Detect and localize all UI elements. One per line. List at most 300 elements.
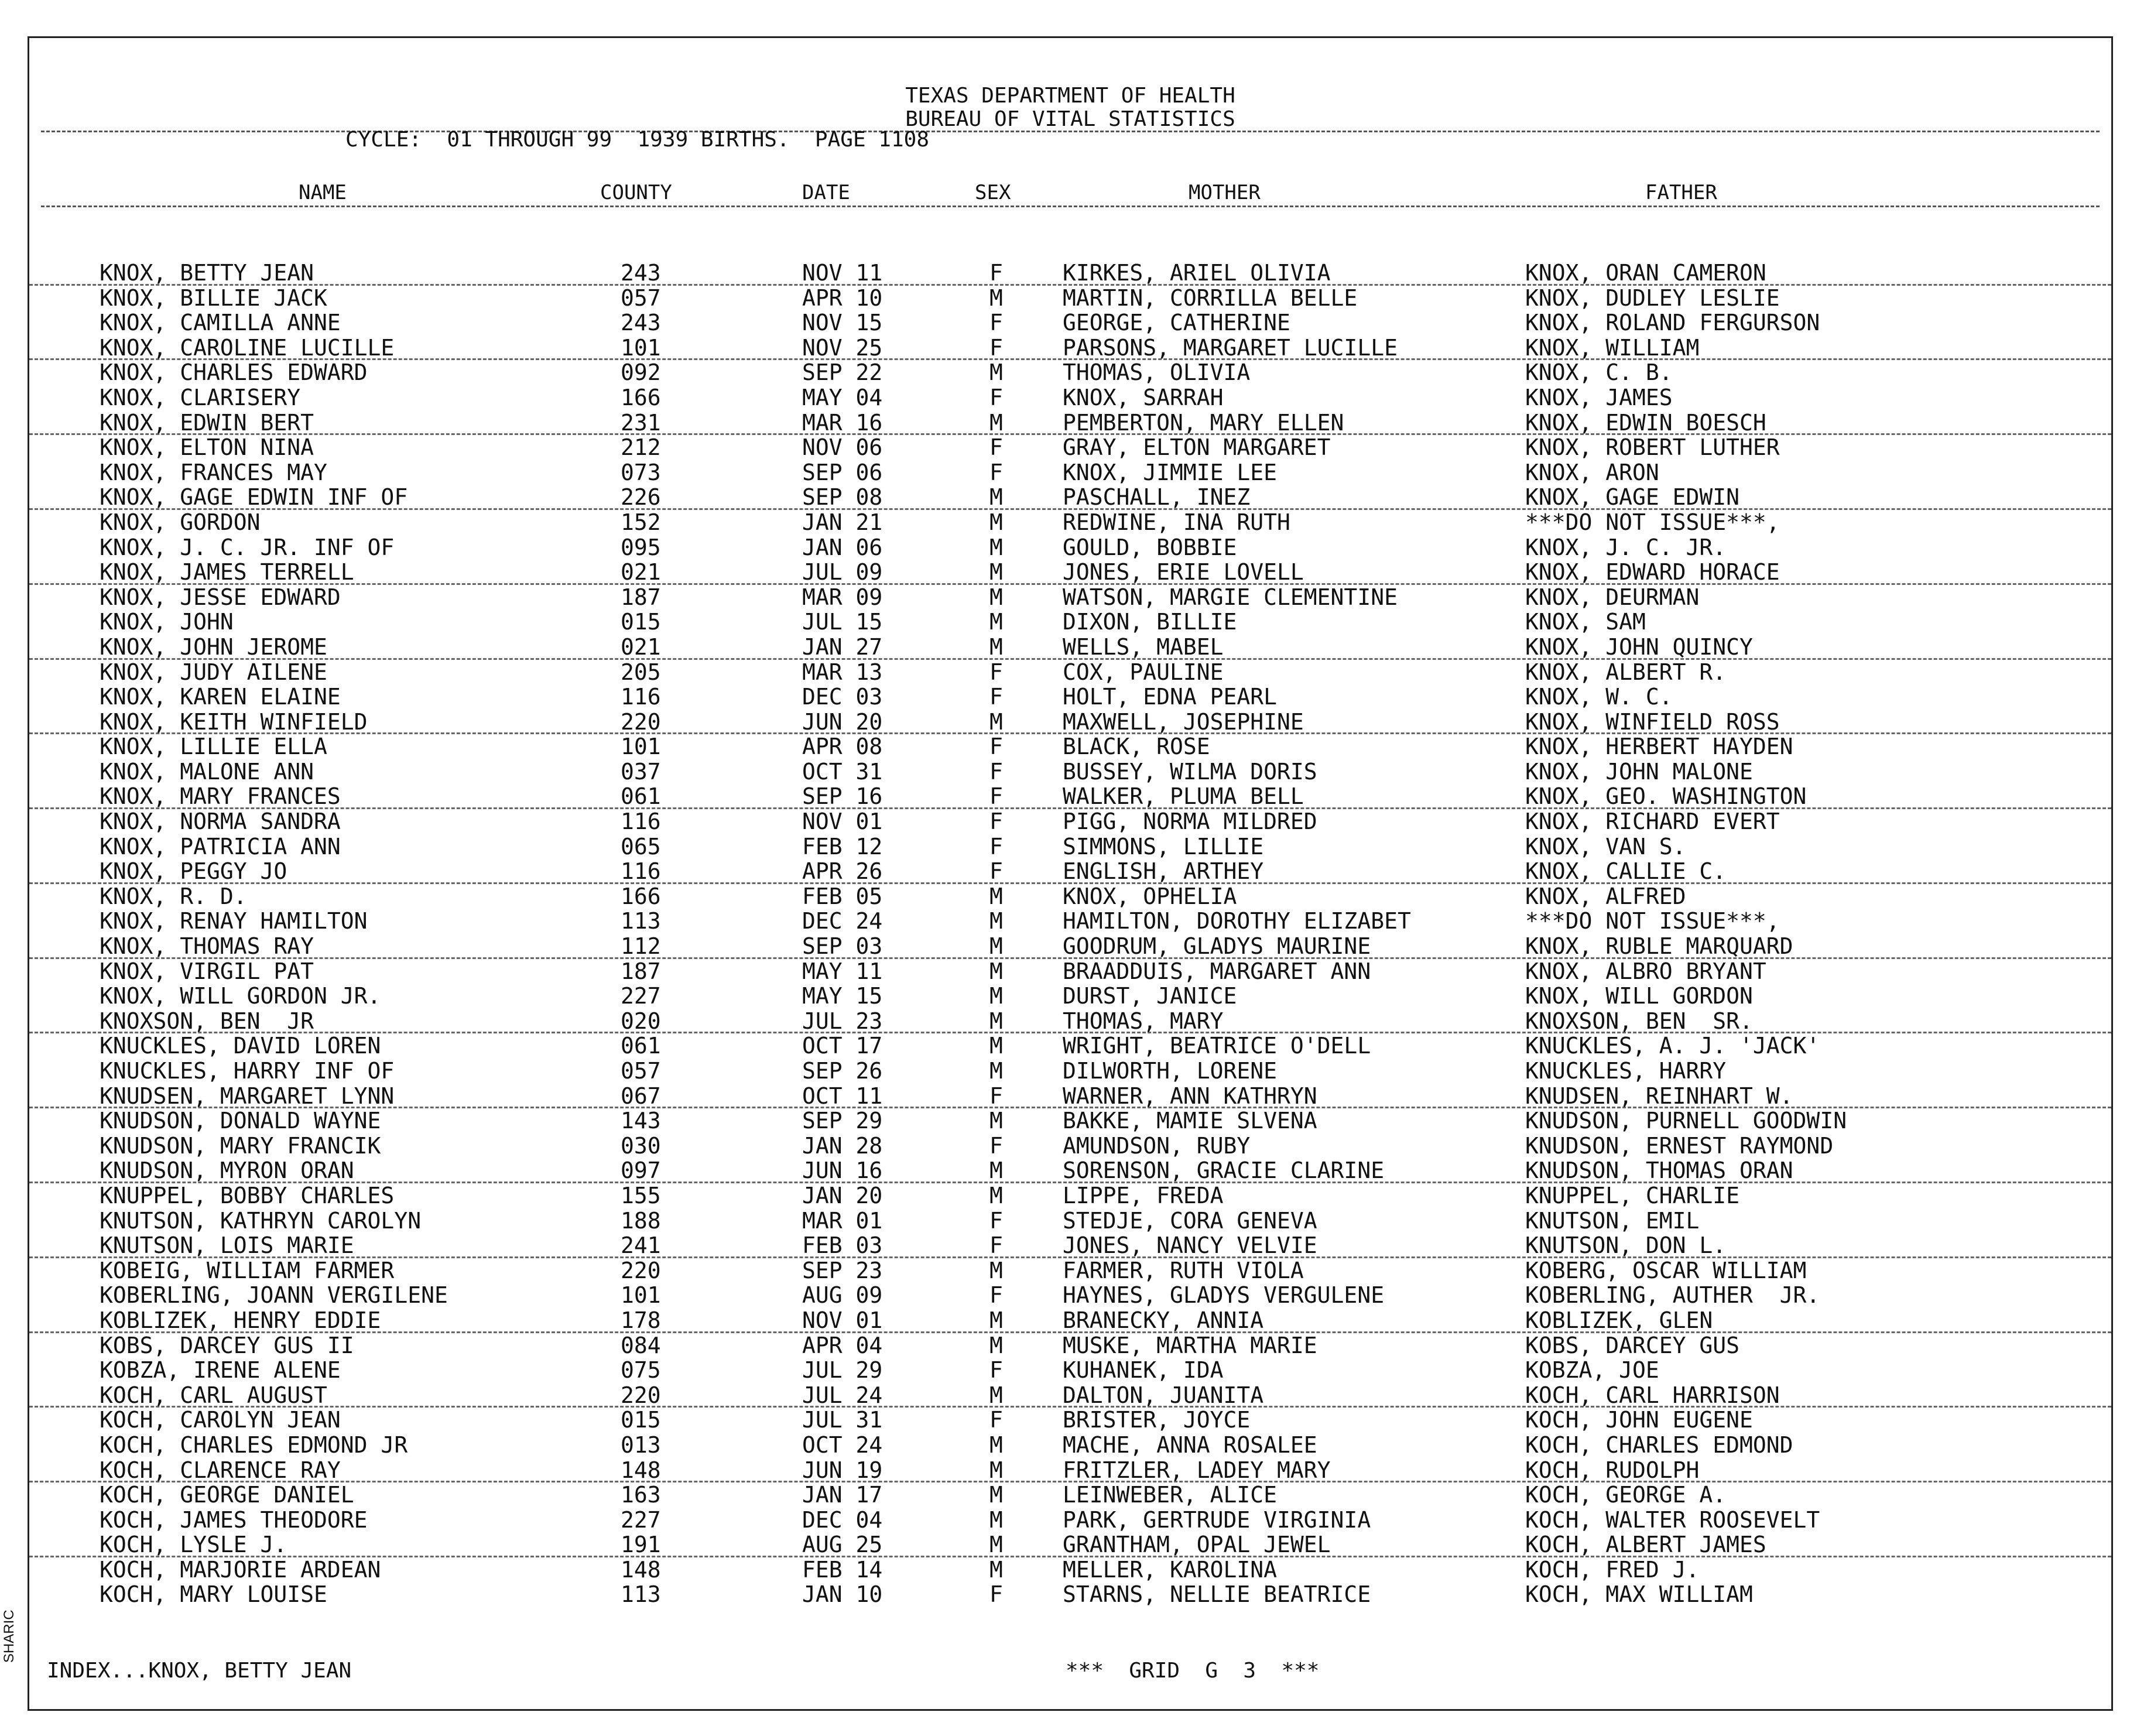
- cell-date: MAY 04: [802, 384, 883, 410]
- table-row: [29, 759, 2111, 785]
- cell-sex: M: [989, 1158, 1003, 1184]
- cell-sex: F: [989, 1581, 1003, 1608]
- cell-date: DEC 03: [802, 684, 883, 710]
- cell-county: 166: [621, 883, 661, 909]
- cell-father: KOBZA, JOE: [1525, 1357, 1659, 1384]
- table-row: [29, 310, 2111, 335]
- cell-mother: MAXWELL, JOSEPHINE: [1063, 708, 1304, 735]
- cell-name: KNOX, JAMES TERRELL: [100, 559, 354, 585]
- cell-name: KNOX, NORMA SANDRA: [100, 809, 341, 835]
- cell-date: FEB 03: [802, 1232, 883, 1259]
- cell-date: SEP 23: [802, 1257, 883, 1283]
- cell-date: SEP 29: [802, 1108, 883, 1134]
- cell-sex: F: [989, 434, 1003, 461]
- table-row: [29, 335, 2111, 361]
- cell-name: KNOX, THOMAS RAY: [100, 933, 314, 960]
- cell-father: KNOX, JAMES: [1525, 384, 1673, 410]
- cell-county: 243: [621, 260, 661, 286]
- table-row: [29, 1183, 2111, 1208]
- cell-county: 187: [621, 584, 661, 610]
- cell-father: KOBS, DARCEY GUS: [1525, 1332, 1740, 1358]
- cell-father: KNOX, W. C.: [1525, 684, 1673, 710]
- table-row: [29, 410, 2111, 436]
- cell-name: KOBEIG, WILLIAM FARMER: [100, 1257, 395, 1283]
- cell-father: KNOX, EDWARD HORACE: [1525, 559, 1780, 585]
- cell-sex: M: [989, 1506, 1003, 1533]
- cell-county: 067: [621, 1083, 661, 1109]
- cell-father: KNOX, C. B.: [1525, 359, 1673, 386]
- cell-sex: M: [989, 1257, 1003, 1283]
- cell-county: 020: [621, 1008, 661, 1034]
- cell-mother: KIRKES, ARIEL OLIVIA: [1063, 260, 1331, 286]
- table-row: [29, 834, 2111, 860]
- cell-father: KNOX, HERBERT HAYDEN: [1525, 734, 1793, 760]
- cell-date: JAN 27: [802, 634, 883, 660]
- cell-mother: PEMBERTON, MARY ELLEN: [1063, 409, 1344, 436]
- cell-sex: F: [989, 1132, 1003, 1159]
- col-father: FATHER: [1645, 181, 1717, 204]
- cell-mother: FRITZLER, LADEY MARY: [1063, 1457, 1331, 1483]
- cell-sex: M: [989, 1008, 1003, 1034]
- table-row: [29, 809, 2111, 834]
- cell-county: 231: [621, 409, 661, 436]
- cell-date: APR 10: [802, 285, 883, 311]
- cell-date: JUL 09: [802, 559, 883, 585]
- cell-mother: GRANTHAM, OPAL JEWEL: [1063, 1532, 1331, 1558]
- table-row: [29, 635, 2111, 660]
- cell-name: KNOX, CAMILLA ANNE: [100, 310, 341, 336]
- index-footer: INDEX...KNOX, BETTY JEAN: [47, 1659, 352, 1683]
- cell-mother: DALTON, JUANITA: [1063, 1382, 1264, 1408]
- cell-sex: M: [989, 534, 1003, 560]
- cell-county: 188: [621, 1207, 661, 1234]
- cell-mother: WARNER, ANN KATHRYN: [1063, 1083, 1317, 1109]
- cell-name: KNOX, MALONE ANN: [100, 758, 314, 785]
- cell-mother: WRIGHT, BEATRICE O'DELL: [1063, 1033, 1371, 1059]
- cell-father: KNOX, ROBERT LUTHER: [1525, 434, 1780, 461]
- table-row: [29, 1233, 2111, 1258]
- table-row: [29, 1458, 2111, 1483]
- cell-county: 113: [621, 908, 661, 934]
- cell-date: SEP 22: [802, 359, 883, 386]
- cell-date: AUG 25: [802, 1532, 883, 1558]
- cell-name: KNOX, PEGGY JO: [100, 858, 287, 885]
- cell-county: 226: [621, 484, 661, 511]
- cell-mother: JONES, NANCY VELVIE: [1063, 1232, 1317, 1259]
- cell-mother: COX, PAULINE: [1063, 659, 1224, 685]
- cell-date: JUL 29: [802, 1357, 883, 1384]
- cell-sex: M: [989, 1556, 1003, 1583]
- cell-sex: F: [989, 858, 1003, 885]
- cell-name: KNOX, WILL GORDON JR.: [100, 983, 381, 1009]
- table-row: [29, 1134, 2111, 1159]
- cell-father: KNOX, ALBERT R.: [1525, 659, 1727, 685]
- cell-father: KNOX, J. C. JR.: [1525, 534, 1727, 560]
- cell-county: 152: [621, 509, 661, 535]
- cell-date: JUN 16: [802, 1158, 883, 1184]
- cell-date: SEP 03: [802, 933, 883, 960]
- table-row: [29, 261, 2111, 286]
- table-row: [29, 1009, 2111, 1034]
- cell-father: KOBLIZEK, GLEN: [1525, 1307, 1713, 1333]
- side-label: SHARIC: [1, 1610, 17, 1663]
- cell-sex: M: [989, 559, 1003, 585]
- cell-mother: DURST, JANICE: [1063, 983, 1237, 1009]
- table-row: [29, 784, 2111, 809]
- cell-county: 021: [621, 559, 661, 585]
- cell-father: KNOX, WILL GORDON: [1525, 983, 1753, 1009]
- cell-father: KOBERLING, AUTHER JR.: [1525, 1282, 1820, 1309]
- cell-mother: WELLS, MABEL: [1063, 634, 1224, 660]
- cell-sex: F: [989, 459, 1003, 485]
- cell-county: 101: [621, 334, 661, 361]
- records-table: [29, 261, 2111, 1607]
- table-row: [29, 585, 2111, 610]
- cell-sex: M: [989, 1457, 1003, 1483]
- cell-sex: M: [989, 1182, 1003, 1208]
- cell-mother: HAMILTON, DOROTHY ELIZABET: [1063, 908, 1411, 934]
- cell-mother: MACHE, ANNA ROSALEE: [1063, 1432, 1317, 1458]
- table-row: [29, 460, 2111, 485]
- cell-father: KNOXSON, BEN SR.: [1525, 1008, 1753, 1034]
- table-row: [29, 1383, 2111, 1408]
- cell-date: JUL 23: [802, 1008, 883, 1034]
- cell-father: KNUCKLES, A. J. 'JACK': [1525, 1033, 1820, 1059]
- cell-mother: SIMMONS, LILLIE: [1063, 833, 1264, 860]
- cell-name: KNOX, MARY FRANCES: [100, 783, 341, 810]
- cell-mother: DIXON, BILLIE: [1063, 609, 1237, 635]
- cell-mother: GOODRUM, GLADYS MAURINE: [1063, 933, 1371, 960]
- cell-mother: GEORGE, CATHERINE: [1063, 310, 1290, 336]
- table-row: [29, 1258, 2111, 1283]
- cell-date: SEP 06: [802, 459, 883, 485]
- cell-sex: M: [989, 958, 1003, 984]
- cell-sex: M: [989, 933, 1003, 960]
- cell-date: FEB 12: [802, 833, 883, 860]
- cell-date: SEP 26: [802, 1058, 883, 1084]
- cell-mother: DILWORTH, LORENE: [1063, 1058, 1278, 1084]
- cell-sex: M: [989, 584, 1003, 610]
- department-title: TEXAS DEPARTMENT OF HEALTH: [905, 84, 1235, 108]
- cell-name: KNUDSON, MYRON ORAN: [100, 1158, 354, 1184]
- table-row: [29, 1158, 2111, 1183]
- cell-county: 065: [621, 833, 661, 860]
- col-date: DATE: [802, 181, 850, 204]
- cell-name: KNOX, ELTON NINA: [100, 434, 314, 461]
- cell-county: 101: [621, 734, 661, 760]
- table-row: [29, 684, 2111, 710]
- cell-county: 155: [621, 1182, 661, 1208]
- cell-sex: M: [989, 359, 1003, 386]
- cell-county: 084: [621, 1332, 661, 1358]
- cell-sex: M: [989, 1532, 1003, 1558]
- cell-father: KNUTSON, EMIL: [1525, 1207, 1700, 1234]
- table-row: [29, 959, 2111, 984]
- cell-sex: F: [989, 1407, 1003, 1433]
- cell-sex: F: [989, 260, 1003, 286]
- cell-name: KOBZA, IRENE ALENE: [100, 1357, 341, 1384]
- cell-county: 092: [621, 359, 661, 386]
- cell-date: JAN 21: [802, 509, 883, 535]
- cell-mother: THOMAS, MARY: [1063, 1008, 1224, 1034]
- cell-father: KOCH, CHARLES EDMOND: [1525, 1432, 1793, 1458]
- table-row: [29, 610, 2111, 635]
- table-row: [29, 510, 2111, 535]
- cell-mother: BUSSEY, WILMA DORIS: [1063, 758, 1317, 785]
- cell-sex: M: [989, 1108, 1003, 1134]
- cell-mother: WATSON, MARGIE CLEMENTINE: [1063, 584, 1398, 610]
- cell-father: KNOX, SAM: [1525, 609, 1646, 635]
- cell-mother: STEDJE, CORA GENEVA: [1063, 1207, 1317, 1234]
- cell-father: KNUDSON, THOMAS ORAN: [1525, 1158, 1793, 1184]
- cell-father: KNOX, DEURMAN: [1525, 584, 1700, 610]
- cell-name: KNOX, LILLIE ELLA: [100, 734, 327, 760]
- cell-county: 021: [621, 634, 661, 660]
- cell-father: KNOX, WILLIAM: [1525, 334, 1700, 361]
- cell-county: 116: [621, 684, 661, 710]
- cell-county: 178: [621, 1307, 661, 1333]
- bureau-title: BUREAU OF VITAL STATISTICS: [905, 107, 1235, 131]
- table-row: [29, 1557, 2111, 1583]
- cell-name: KNOX, CHARLES EDWARD: [100, 359, 368, 386]
- cell-date: JUL 31: [802, 1407, 883, 1433]
- cell-county: 112: [621, 933, 661, 960]
- cell-father: KNUDSON, ERNEST RAYMOND: [1525, 1132, 1834, 1159]
- cell-sex: F: [989, 1282, 1003, 1309]
- cell-date: JUL 15: [802, 609, 883, 635]
- cell-mother: KUHANEK, IDA: [1063, 1357, 1224, 1384]
- cell-mother: STARNS, NELLIE BEATRICE: [1063, 1581, 1371, 1608]
- cell-mother: FARMER, RUTH VIOLA: [1063, 1257, 1304, 1283]
- cell-county: 013: [621, 1432, 661, 1458]
- table-row: [29, 909, 2111, 934]
- cell-father: KNUCKLES, HARRY: [1525, 1058, 1727, 1084]
- cell-sex: M: [989, 1432, 1003, 1458]
- cell-name: KNOXSON, BEN JR: [100, 1008, 314, 1034]
- cell-name: KOBS, DARCEY GUS II: [100, 1332, 354, 1358]
- cell-father: KOBERG, OSCAR WILLIAM: [1525, 1257, 1807, 1283]
- cell-name: KNOX, KEITH WINFIELD: [100, 708, 368, 735]
- cell-name: KNOX, JESSE EDWARD: [100, 584, 341, 610]
- table-row: [29, 734, 2111, 759]
- cell-county: 148: [621, 1556, 661, 1583]
- col-mother: MOTHER: [1189, 181, 1261, 204]
- cell-date: MAR 01: [802, 1207, 883, 1234]
- cell-sex: M: [989, 1058, 1003, 1084]
- table-row: [29, 385, 2111, 410]
- cell-date: APR 08: [802, 734, 883, 760]
- cell-father: KNOX, ORAN CAMERON: [1525, 260, 1766, 286]
- table-row: [29, 560, 2111, 585]
- cell-sex: M: [989, 883, 1003, 909]
- cell-name: KNOX, CLARISERY: [100, 384, 301, 410]
- table-row: [29, 1308, 2111, 1333]
- cell-date: JUL 24: [802, 1382, 883, 1408]
- cell-mother: WALKER, PLUMA BELL: [1063, 783, 1304, 810]
- table-row: [29, 435, 2111, 460]
- cell-name: KNOX, KAREN ELAINE: [100, 684, 341, 710]
- cell-sex: F: [989, 684, 1003, 710]
- cell-sex: M: [989, 983, 1003, 1009]
- cell-father: KNOX, VAN S.: [1525, 833, 1686, 860]
- cell-father: KNOX, EDWIN BOESCH: [1525, 409, 1766, 436]
- cell-father: KOCH, FRED J.: [1525, 1556, 1700, 1583]
- table-row: [29, 1059, 2111, 1084]
- cell-date: MAY 15: [802, 983, 883, 1009]
- table-row: [29, 1433, 2111, 1458]
- cell-county: 191: [621, 1532, 661, 1558]
- cell-sex: M: [989, 1382, 1003, 1408]
- table-row: [29, 660, 2111, 685]
- cell-name: KNOX, J. C. JR. INF OF: [100, 534, 395, 560]
- cell-sex: M: [989, 409, 1003, 436]
- cell-sex: F: [989, 659, 1003, 685]
- cell-date: DEC 04: [802, 1506, 883, 1533]
- cell-mother: MELLER, KAROLINA: [1063, 1556, 1278, 1583]
- cell-sex: F: [989, 334, 1003, 361]
- cell-name: KNOX, BETTY JEAN: [100, 260, 314, 286]
- table-row: [29, 934, 2111, 959]
- cell-name: KNOX, JUDY AILENE: [100, 659, 327, 685]
- cell-name: KOCH, MARY LOUISE: [100, 1581, 327, 1608]
- cell-father: KOCH, MAX WILLIAM: [1525, 1581, 1753, 1608]
- cell-county: 061: [621, 783, 661, 810]
- cell-name: KNUCKLES, HARRY INF OF: [100, 1058, 395, 1084]
- cell-name: KNOX, EDWIN BERT: [100, 409, 314, 436]
- table-row: [29, 1408, 2111, 1433]
- cell-sex: M: [989, 285, 1003, 311]
- cell-mother: GOULD, BOBBIE: [1063, 534, 1237, 560]
- col-name: NAME: [299, 181, 347, 204]
- cell-sex: F: [989, 1357, 1003, 1384]
- cell-name: KOCH, MARJORIE ARDEAN: [100, 1556, 381, 1583]
- cell-name: KOCH, CHARLES EDMOND JR: [100, 1432, 408, 1458]
- cell-name: KNUPPEL, BOBBY CHARLES: [100, 1182, 395, 1208]
- cell-mother: KNOX, SARRAH: [1063, 384, 1224, 410]
- cell-date: MAR 16: [802, 409, 883, 436]
- cell-father: KNUDSEN, REINHART W.: [1525, 1083, 1793, 1109]
- cell-father: KNOX, JOHN QUINCY: [1525, 634, 1753, 660]
- cell-father: KNUPPEL, CHARLIE: [1525, 1182, 1740, 1208]
- cell-sex: M: [989, 634, 1003, 660]
- cell-father: KOCH, JOHN EUGENE: [1525, 1407, 1753, 1433]
- cell-sex: M: [989, 609, 1003, 635]
- cell-date: MAR 13: [802, 659, 883, 685]
- cell-sex: F: [989, 809, 1003, 835]
- cell-mother: KNOX, JIMMIE LEE: [1063, 459, 1278, 485]
- cell-date: JAN 28: [802, 1132, 883, 1159]
- cell-date: OCT 31: [802, 758, 883, 785]
- cell-date: OCT 24: [802, 1432, 883, 1458]
- col-sex: SEX: [975, 181, 1011, 204]
- cell-father: KOCH, WALTER ROOSEVELT: [1525, 1506, 1820, 1533]
- cell-date: APR 04: [802, 1332, 883, 1358]
- cell-father: KNUTSON, DON L.: [1525, 1232, 1727, 1259]
- cell-name: KNUDSEN, MARGARET LYNN: [100, 1083, 395, 1109]
- cell-county: 116: [621, 858, 661, 885]
- cell-date: NOV 25: [802, 334, 883, 361]
- cell-date: MAY 11: [802, 958, 883, 984]
- cell-date: JAN 06: [802, 534, 883, 560]
- cell-mother: LEINWEBER, ALICE: [1063, 1482, 1278, 1508]
- cell-father: ***DO NOT ISSUE***,: [1525, 908, 1780, 934]
- table-row: [29, 710, 2111, 735]
- cell-mother: MUSKE, MARTHA MARIE: [1063, 1332, 1317, 1358]
- cell-mother: BRAADDUIS, MARGARET ANN: [1063, 958, 1371, 984]
- table-row: [29, 1582, 2111, 1607]
- cell-mother: SORENSON, GRACIE CLARINE: [1063, 1158, 1385, 1184]
- cell-name: KOBLIZEK, HENRY EDDIE: [100, 1307, 381, 1333]
- cell-sex: M: [989, 908, 1003, 934]
- cell-date: NOV 15: [802, 310, 883, 336]
- cell-date: SEP 08: [802, 484, 883, 511]
- cell-date: NOV 01: [802, 809, 883, 835]
- cell-sex: F: [989, 1232, 1003, 1259]
- cell-county: 015: [621, 1407, 661, 1433]
- cell-mother: THOMAS, OLIVIA: [1063, 359, 1251, 386]
- table-row: [29, 1283, 2111, 1308]
- cell-name: KNOX, GORDON: [100, 509, 261, 535]
- cell-sex: M: [989, 484, 1003, 511]
- cell-mother: REDWINE, INA RUTH: [1063, 509, 1290, 535]
- cell-county: 095: [621, 534, 661, 560]
- cell-date: NOV 06: [802, 434, 883, 461]
- cell-name: KNOX, VIRGIL PAT: [100, 958, 314, 984]
- cell-name: KNOX, GAGE EDWIN INF OF: [100, 484, 408, 511]
- cell-sex: F: [989, 734, 1003, 760]
- cell-father: KNOX, ARON: [1525, 459, 1659, 485]
- cell-date: FEB 14: [802, 1556, 883, 1583]
- cell-county: 220: [621, 1257, 661, 1283]
- table-row: [29, 1358, 2111, 1383]
- cell-county: 097: [621, 1158, 661, 1184]
- cell-date: NOV 11: [802, 260, 883, 286]
- cell-father: KOCH, RUDOLPH: [1525, 1457, 1700, 1483]
- table-row: [29, 1333, 2111, 1358]
- cell-date: JUN 20: [802, 708, 883, 735]
- cell-mother: ENGLISH, ARTHEY: [1063, 858, 1264, 885]
- cell-father: KNUDSON, PURNELL GOODWIN: [1525, 1108, 1847, 1134]
- table-row: [29, 1084, 2111, 1109]
- cell-mother: HAYNES, GLADYS VERGULENE: [1063, 1282, 1385, 1309]
- cell-county: 220: [621, 1382, 661, 1408]
- table-row: [29, 859, 2111, 884]
- cell-sex: M: [989, 1482, 1003, 1508]
- cell-name: KNUTSON, KATHRYN CAROLYN: [100, 1207, 422, 1234]
- cell-sex: F: [989, 758, 1003, 785]
- table-row: [29, 1108, 2111, 1134]
- cell-father: KOCH, ALBERT JAMES: [1525, 1532, 1766, 1558]
- cell-name: KNOX, PATRICIA ANN: [100, 833, 341, 860]
- cell-mother: BAKKE, MAMIE SLVENA: [1063, 1108, 1317, 1134]
- col-county: COUNTY: [600, 181, 672, 204]
- cell-name: KOBERLING, JOANN VERGILENE: [100, 1282, 448, 1309]
- cell-sex: M: [989, 1033, 1003, 1059]
- cell-date: AUG 09: [802, 1282, 883, 1309]
- cell-sex: M: [989, 1332, 1003, 1358]
- cell-sex: F: [989, 833, 1003, 860]
- cell-mother: PARSONS, MARGARET LUCILLE: [1063, 334, 1398, 361]
- table-row: [29, 485, 2111, 510]
- table-row: [29, 1033, 2111, 1059]
- cell-name: KOCH, CARL AUGUST: [100, 1382, 327, 1408]
- cell-county: 030: [621, 1132, 661, 1159]
- cell-county: 073: [621, 459, 661, 485]
- table-row: [29, 360, 2111, 385]
- cell-father: KOCH, GEORGE A.: [1525, 1482, 1727, 1508]
- cell-name: KNOX, R. D.: [100, 883, 247, 909]
- cell-county: 061: [621, 1033, 661, 1059]
